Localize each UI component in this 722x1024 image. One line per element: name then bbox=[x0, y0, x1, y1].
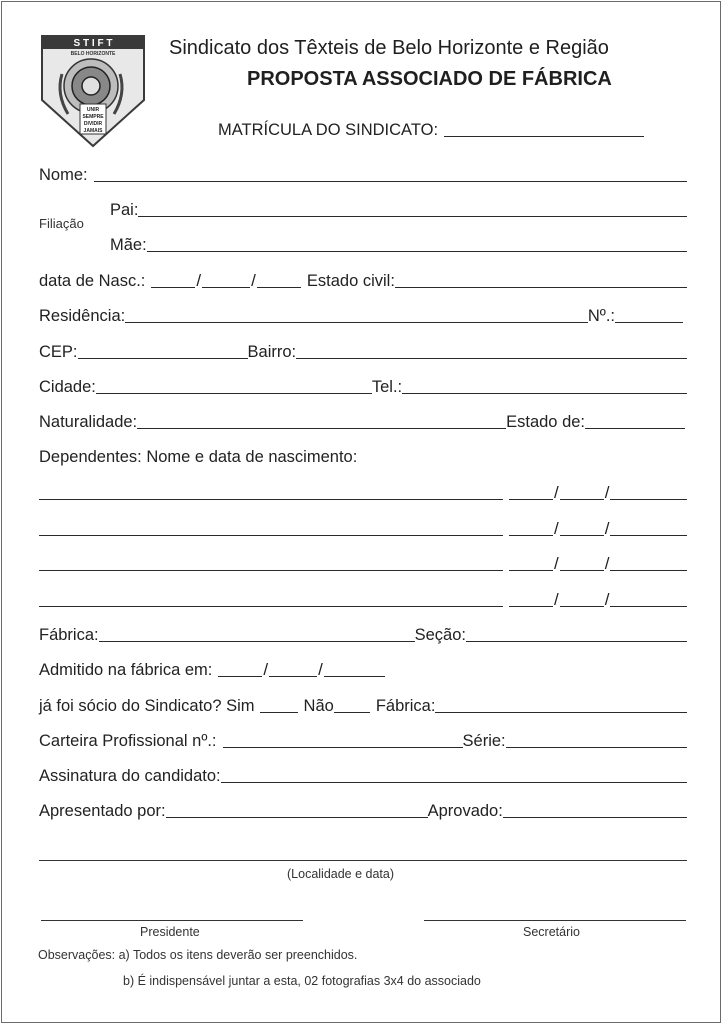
naturalidade-label: Naturalidade: bbox=[39, 413, 138, 431]
fabrica-row[interactable] bbox=[39, 619, 687, 645]
presidente-label: Presidente bbox=[140, 925, 200, 939]
aprovado-label: Aprovado: bbox=[427, 802, 503, 820]
cep-label: CEP: bbox=[39, 343, 78, 361]
dependente-name-line[interactable] bbox=[39, 482, 503, 500]
date-slash: / bbox=[318, 660, 323, 679]
dependente-row[interactable] bbox=[39, 584, 687, 610]
estado-de-label: Estado de: bbox=[506, 413, 585, 431]
dependente-month-line[interactable] bbox=[560, 518, 604, 536]
cidade-label: Cidade: bbox=[39, 378, 96, 396]
observacao-a: Observações: a) Todos os itens deverão ser preenchidos. bbox=[38, 948, 358, 962]
date-slash: / bbox=[196, 271, 202, 290]
date-slash: / bbox=[604, 519, 610, 538]
admitido-day-line[interactable] bbox=[218, 659, 262, 677]
nao-label: Não bbox=[303, 697, 334, 715]
dependente-day-line[interactable] bbox=[509, 518, 553, 536]
dependentes-heading-row bbox=[39, 441, 687, 467]
residencia-label: Residência: bbox=[39, 307, 126, 325]
fabrica2-label: Fábrica: bbox=[375, 697, 436, 715]
estado-civil-line[interactable] bbox=[395, 270, 687, 288]
dependente-year-line[interactable] bbox=[610, 553, 687, 571]
carteira-row[interactable] bbox=[39, 725, 687, 751]
logo-motto-1: UNIR bbox=[86, 107, 100, 113]
dependente-year-line[interactable] bbox=[610, 518, 687, 536]
mae-label: Mãe: bbox=[110, 236, 147, 254]
nasc-month-line[interactable] bbox=[202, 270, 250, 288]
admitido-month-line[interactable] bbox=[269, 659, 317, 677]
pai-label: Pai: bbox=[110, 201, 139, 219]
fabrica-label: Fábrica: bbox=[39, 626, 99, 644]
localidade-line[interactable] bbox=[39, 860, 687, 861]
dependente-row[interactable] bbox=[39, 477, 687, 503]
dependente-day-line[interactable] bbox=[509, 553, 553, 571]
apresentado-row[interactable] bbox=[39, 795, 687, 821]
cidade-row[interactable] bbox=[39, 371, 687, 397]
dependente-month-line[interactable] bbox=[560, 553, 604, 571]
secao-label: Seção: bbox=[414, 626, 466, 644]
bairro-line[interactable] bbox=[296, 341, 687, 359]
aprovado-line[interactable] bbox=[503, 800, 687, 818]
carteira-label: Carteira Profissional nº.: bbox=[39, 732, 217, 750]
fabrica2-line[interactable] bbox=[435, 695, 687, 713]
dependente-day-line[interactable] bbox=[509, 482, 553, 500]
estado-de-line[interactable] bbox=[585, 411, 685, 429]
dependente-name-line[interactable] bbox=[39, 589, 503, 607]
data-nasc-label: data de Nasc.: bbox=[39, 272, 146, 290]
admitido-row[interactable] bbox=[39, 654, 385, 680]
matricula-line[interactable] bbox=[444, 119, 644, 137]
mae-row[interactable] bbox=[110, 229, 687, 255]
dependente-year-line[interactable] bbox=[610, 589, 687, 607]
logo-motto-3: DIVIDIR bbox=[83, 121, 103, 127]
date-slash: / bbox=[604, 554, 610, 573]
date-slash: / bbox=[251, 271, 256, 290]
form-title: PROPOSTA ASSOCIADO DE FÁBRICA bbox=[247, 68, 612, 90]
date-slash: / bbox=[554, 483, 559, 502]
nasc-row[interactable] bbox=[39, 265, 687, 291]
matricula-label: MATRÍCULA DO SINDICATO: bbox=[218, 121, 439, 139]
fabrica-line[interactable] bbox=[99, 624, 415, 642]
date-slash: / bbox=[604, 590, 610, 609]
cep-row[interactable] bbox=[39, 336, 687, 362]
date-slash: / bbox=[554, 590, 559, 609]
localidade-label: (Localidade e data) bbox=[287, 867, 395, 881]
estado-civil-label: Estado civil: bbox=[306, 272, 395, 290]
cep-line[interactable] bbox=[78, 341, 248, 359]
admitido-year-line[interactable] bbox=[324, 659, 385, 677]
form-page bbox=[1, 1, 721, 1023]
bairro-label: Bairro: bbox=[247, 343, 297, 361]
assinatura-label: Assinatura do candidato: bbox=[39, 767, 221, 785]
serie-label: Série: bbox=[462, 732, 506, 750]
logo-top-text: S T I F T bbox=[73, 38, 113, 49]
carteira-line[interactable] bbox=[223, 730, 463, 748]
secretario-signature-line[interactable] bbox=[424, 920, 686, 921]
admitido-label: Admitido na fábrica em: bbox=[39, 661, 213, 679]
dependente-day-line[interactable] bbox=[509, 589, 553, 607]
dependente-name-line[interactable] bbox=[39, 553, 503, 571]
nasc-day-line[interactable] bbox=[151, 270, 195, 288]
date-slash: / bbox=[604, 483, 610, 502]
numero-line[interactable] bbox=[615, 305, 683, 323]
nasc-year-line[interactable] bbox=[257, 270, 301, 288]
socio-row[interactable] bbox=[39, 690, 687, 716]
nome-row[interactable] bbox=[39, 159, 687, 185]
sim-line[interactable] bbox=[260, 695, 298, 713]
dependente-row[interactable] bbox=[39, 548, 687, 574]
ja-socio-label: já foi sócio do Sindicato? Sim bbox=[39, 697, 255, 715]
assinatura-line[interactable] bbox=[221, 765, 687, 783]
naturalidade-line[interactable] bbox=[137, 411, 506, 429]
apresentado-label: Apresentado por: bbox=[39, 802, 166, 820]
pai-row[interactable] bbox=[110, 194, 687, 220]
secretario-label: Secretário bbox=[523, 925, 580, 939]
numero-label: Nº.: bbox=[587, 307, 615, 325]
residencia-row[interactable] bbox=[39, 300, 683, 326]
org-name: Sindicato dos Têxteis de Belo Horizonte e Região bbox=[169, 37, 609, 59]
date-slash: / bbox=[263, 660, 269, 679]
date-slash: / bbox=[554, 519, 559, 538]
apresentado-line[interactable] bbox=[166, 800, 428, 818]
logo-motto-2: SEMPRE bbox=[82, 114, 104, 120]
nome-label: Nome: bbox=[39, 166, 88, 184]
nome-line[interactable] bbox=[94, 164, 687, 182]
matricula-field[interactable] bbox=[218, 116, 644, 140]
observacao-b: b) É indispensável juntar a esta, 02 fotografias 3x4 do associado bbox=[123, 974, 481, 988]
dependentes-label: Dependentes: Nome e data de nascimento: bbox=[39, 448, 358, 466]
dependente-year-line[interactable] bbox=[610, 482, 687, 500]
logo-motto-4: JAMAIS bbox=[83, 128, 103, 134]
assinatura-row[interactable] bbox=[39, 760, 687, 786]
dependente-month-line[interactable] bbox=[560, 482, 604, 500]
filiacao-label: Filiação bbox=[39, 216, 84, 231]
residencia-line[interactable] bbox=[125, 305, 588, 323]
cidade-line[interactable] bbox=[96, 376, 372, 394]
mae-line[interactable] bbox=[147, 234, 687, 252]
secao-line[interactable] bbox=[466, 624, 687, 642]
date-slash: / bbox=[554, 554, 559, 573]
dependente-name-line[interactable] bbox=[39, 518, 503, 536]
pai-line[interactable] bbox=[138, 199, 687, 217]
logo-sub-text: BELO HORIZONTE bbox=[70, 51, 116, 57]
nao-line[interactable] bbox=[334, 695, 370, 713]
dependente-month-line[interactable] bbox=[560, 589, 604, 607]
presidente-signature-line[interactable] bbox=[41, 920, 303, 921]
tel-label: Tel.: bbox=[371, 378, 403, 396]
tel-line[interactable] bbox=[402, 376, 687, 394]
naturalidade-row[interactable] bbox=[39, 406, 685, 432]
dependente-row[interactable] bbox=[39, 513, 687, 539]
union-logo-icon bbox=[38, 34, 148, 150]
serie-line[interactable] bbox=[506, 730, 687, 748]
